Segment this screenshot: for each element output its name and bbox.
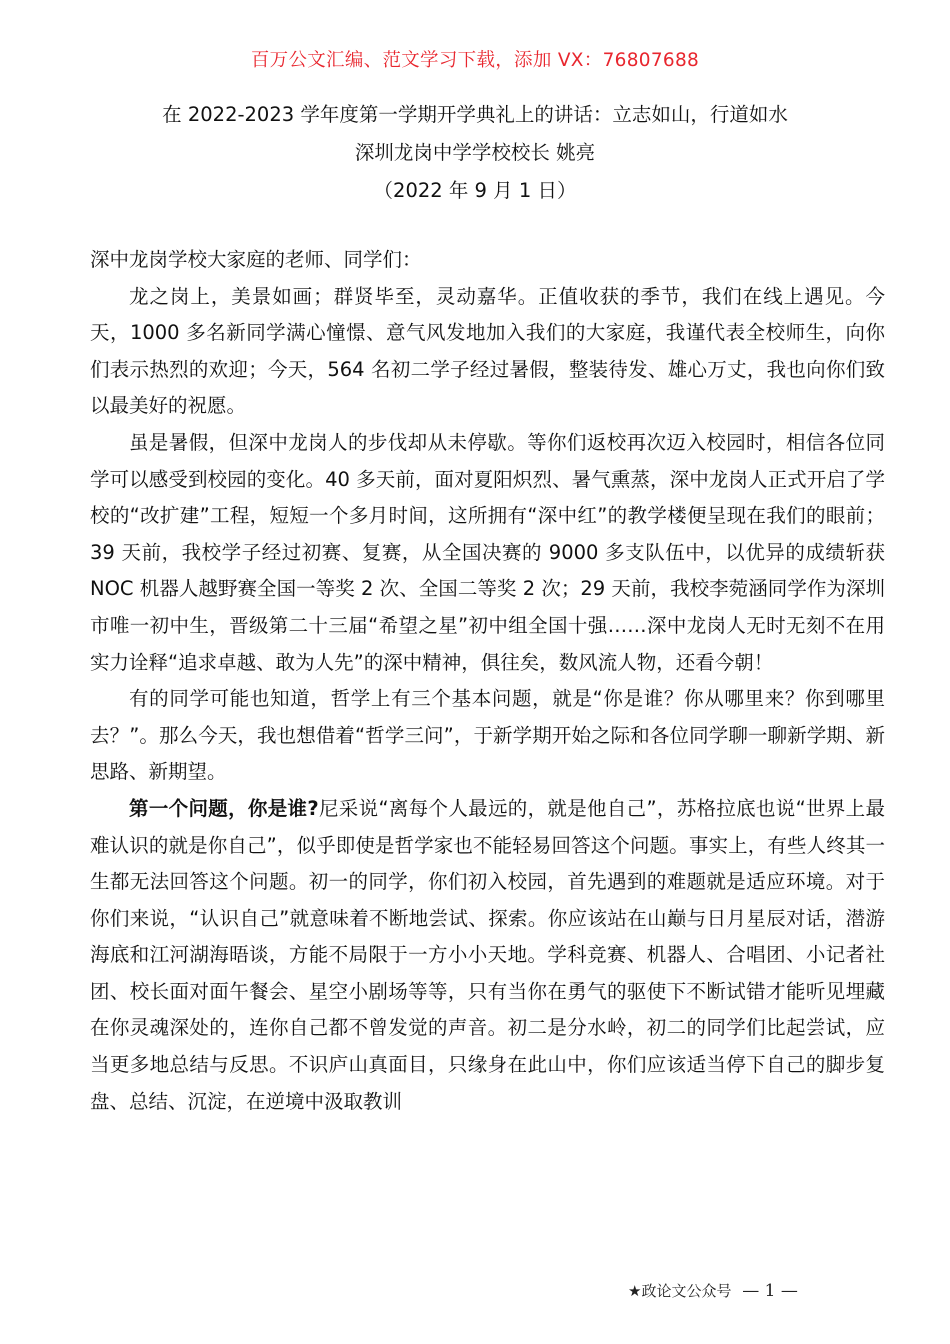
- document-title: 在 2022-2023 学年度第一学期开学典礼上的讲话：立志如山，行道如水: [162, 103, 788, 126]
- promo-banner: 百万公文汇编、范文学习下载，添加 VX：76807688: [250, 50, 700, 71]
- date-line: （2022 年 9 月 1 日）: [373, 179, 577, 202]
- author-line: 深圳龙岗中学学校校长 姚亮: [354, 141, 596, 164]
- paragraph-1: 龙之岗上，美景如画；群贤毕至，灵动嘉华。正值收获的季节，我们在线上遇见。今天，1000 多名新同学满心憧憬、意气风发地加入我们的大家庭，我谨代表全校师生，向你们表示热烈的欢迎；今天，564 名初二学子经过暑假，整装待发、雄心万丈，我也向你们致以最美好的祝愿。: [90, 284, 885, 418]
- section-heading: 第一个问题，你是谁?: [129, 796, 319, 820]
- paragraph-4: [90, 791, 885, 1120]
- paragraph-3: 有的同学可能也知道，哲学上有三个基本问题，就是“你是谁？你从哪里来？你到哪里去？”。那么今天，我也想借着“哲学三问”，于新学期开始之际和各位同学聊一聊新学期、新思路、新期望。: [90, 687, 885, 784]
- page-number: — 1 —: [742, 1281, 798, 1301]
- salutation: 深中龙岗学校大家庭的老师、同学们：: [90, 248, 422, 271]
- page-footer: [628, 1280, 888, 1301]
- document-body: [90, 242, 885, 1120]
- paragraph-4-text: 尼采说“离每个人最远的，就是他自己”，苏格拉底也说“世界上最难认识的就是你自己”，似乎即使是哲学家也不能轻易回答这个问题。事实上，有些人终其一生都无法回答这个问题。初一的同学，你们初入校园，首先遇到的难题就是适应环境。对于你们来说，“认识自己”就意味着不断地尝试、探索。你应该站在山巅与日月星辰对话，潜游海底和江河湖海晤谈，方能不局限于一方小小天地。学科竞赛、机器人、合唱团、小记者社团、校长面对面午餐会、星空小剧场等等，只有当你在勇气的驱使下不断试错才能听见埋藏在你灵魂深处的，连你自己都不曾发觉的声音。初二是分水岭，初二的同学们比起尝试，应当更多地总结与反思。不识庐山真面目，只缘身在此山中，你们应该适当停下自己的脚步复盘、总结、沉淀，在逆境中汲取教训: [90, 796, 885, 1113]
- title-block: [0, 96, 950, 210]
- paragraph-2: 虽是暑假，但深中龙岗人的步伐却从未停歇。等你们返校再次迈入校园时，相信各位同学可以感受到校园的变化。40 多天前，面对夏阳炽烈、暑气熏蒸，深中龙岗人正式开启了学校的“改扩建”工程，短短一个多月时间，这所拥有“深中红”的教学楼便呈现在我们的眼前；39 天前，我校学子经过初赛、复赛，从全国决赛的 9000 多支队伍中，以优异的成绩斩获 NOC 机器人越野赛全国一等奖 2 次、全国二等奖 2 次；29 天前，我校李菀涵同学作为深圳市唯一初中生，晋级第二十三届“希望之星”初中组全国十强……深中龙岗人无时无刻不在用实力诠释“追求卓越、敢为人先”的深中精神，俱往矣，数风流人物，还看今朝！: [90, 430, 885, 674]
- footer-source: ★政论文公众号: [628, 1282, 732, 1300]
